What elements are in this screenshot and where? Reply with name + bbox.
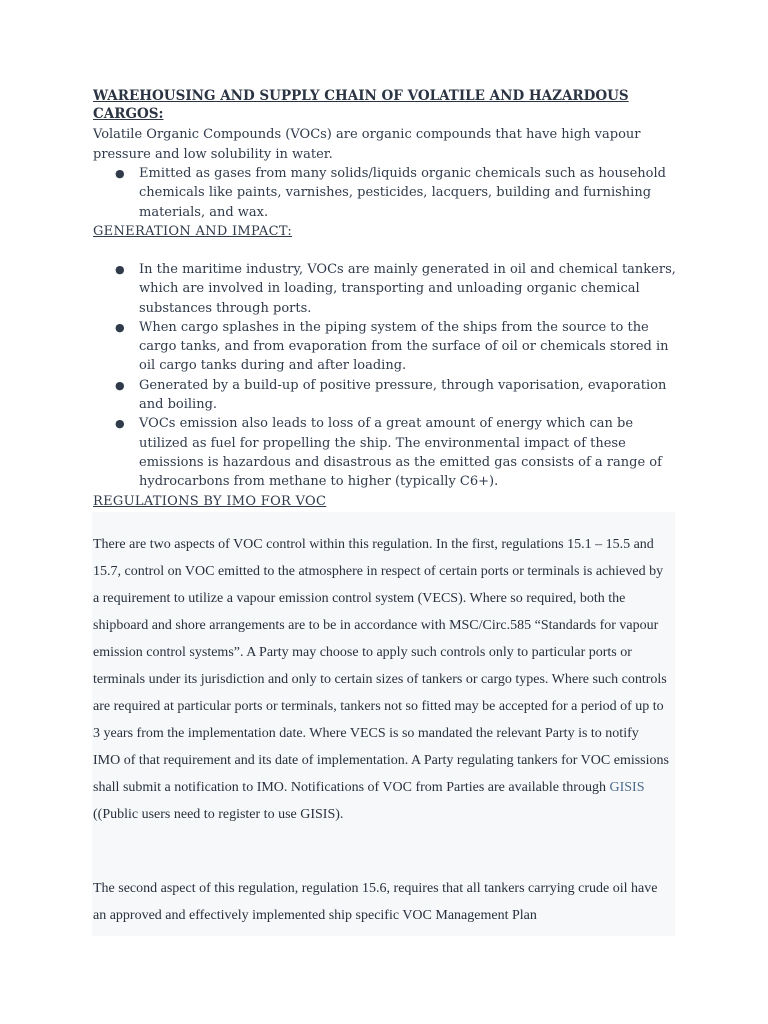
regulation-text: There are two aspects of VOC control within this regulation. In the first, regulations 15.1 – 15.5 and 15.7, control on VOC emitted to the atmosphere in respect of certain ports or terminals is achieved by a requirement to utilize a vapour emission control system (VECS). Where so required, both the shipboard and shore arrangements are to be in accordance with MSC/Circ.585 “Standards for vapour emission control systems”. A Party may choose to apply such controls only to particular ports or terminals under its jurisdiction and only to certain sizes of tankers or cargo types. Where such controls are required at particular ports or terminals, tankers not so fitted may be accepted for a period of up to 3 years from the implementation date. Where VECS is so mandated the relevant Party is to notify IMO of that requirement and its date of implementation. A Party regulating tankers for VOC emissions shall submit a notification to IMO. Notifications of VOC from Parties are available through	[93, 537, 669, 795]
bullet-icon: ●	[115, 263, 125, 276]
bullet-text: Generated by a build-up of positive pressure, through vaporisation, evaporation and boiling.	[139, 377, 667, 413]
list-item	[93, 376, 678, 415]
regulations-heading: REGULATIONS BY IMO FOR VOC	[93, 494, 327, 509]
list-item	[93, 414, 678, 491]
list-item	[93, 260, 678, 318]
bullet-icon: ●	[115, 417, 125, 431]
intro-bullet-list	[93, 164, 678, 222]
generation-bullet-list	[93, 260, 678, 492]
document-title: WAREHOUSING AND SUPPLY CHAIN OF VOLATILE AND HAZARDOUS CARGOS:	[93, 88, 629, 122]
bullet-icon: ●	[115, 167, 125, 180]
bullet-text: In the maritime industry, VOCs are mainly generated in oil and chemical tankers, which are involved in loading, transporting and unloading organic chemical substances through ports.	[139, 262, 676, 316]
list-item	[93, 164, 678, 222]
bullet-icon: ●	[115, 378, 125, 392]
list-item	[93, 318, 678, 376]
regulation-text-tail: ((Public users need to register to use GISIS).	[93, 807, 344, 822]
bullet-text: Emitted as gases from many solids/liquids organic chemicals such as household chemicals like paints, varnishes, pesticides, lacquers, building and furnishing materials, and wax.	[139, 166, 666, 220]
intro-paragraph: Volatile Organic Compounds (VOCs) are organic compounds that have high vapour pressure and low solubility in water.	[93, 127, 641, 162]
regulation-paragraph-2: The second aspect of this regulation, regulation 15.6, requires that all tankers carrying crude oil have an approved and effectively implemented ship specific VOC Management Plan	[93, 881, 658, 923]
bullet-text: When cargo splashes in the piping system of the ships from the source to the cargo tanks, and from evaporation from the surface of oil or chemicals stored in oil cargo tanks during and after loading.	[139, 319, 669, 374]
bullet-icon: ●	[115, 320, 125, 334]
gisis-link[interactable]: GISIS	[609, 780, 645, 795]
bullet-text: VOCs emission also leads to loss of a great amount of energy which can be utilized as fuel for propelling the ship. The environmental impact of these emissions is hazardous and disastrous as the emitted gas consists of a range of hydrocarbons from methane to higher (typically C6+).	[139, 416, 662, 490]
generation-heading: GENERATION AND IMPACT:	[93, 224, 293, 239]
regulation-paragraph-1	[93, 531, 669, 828]
